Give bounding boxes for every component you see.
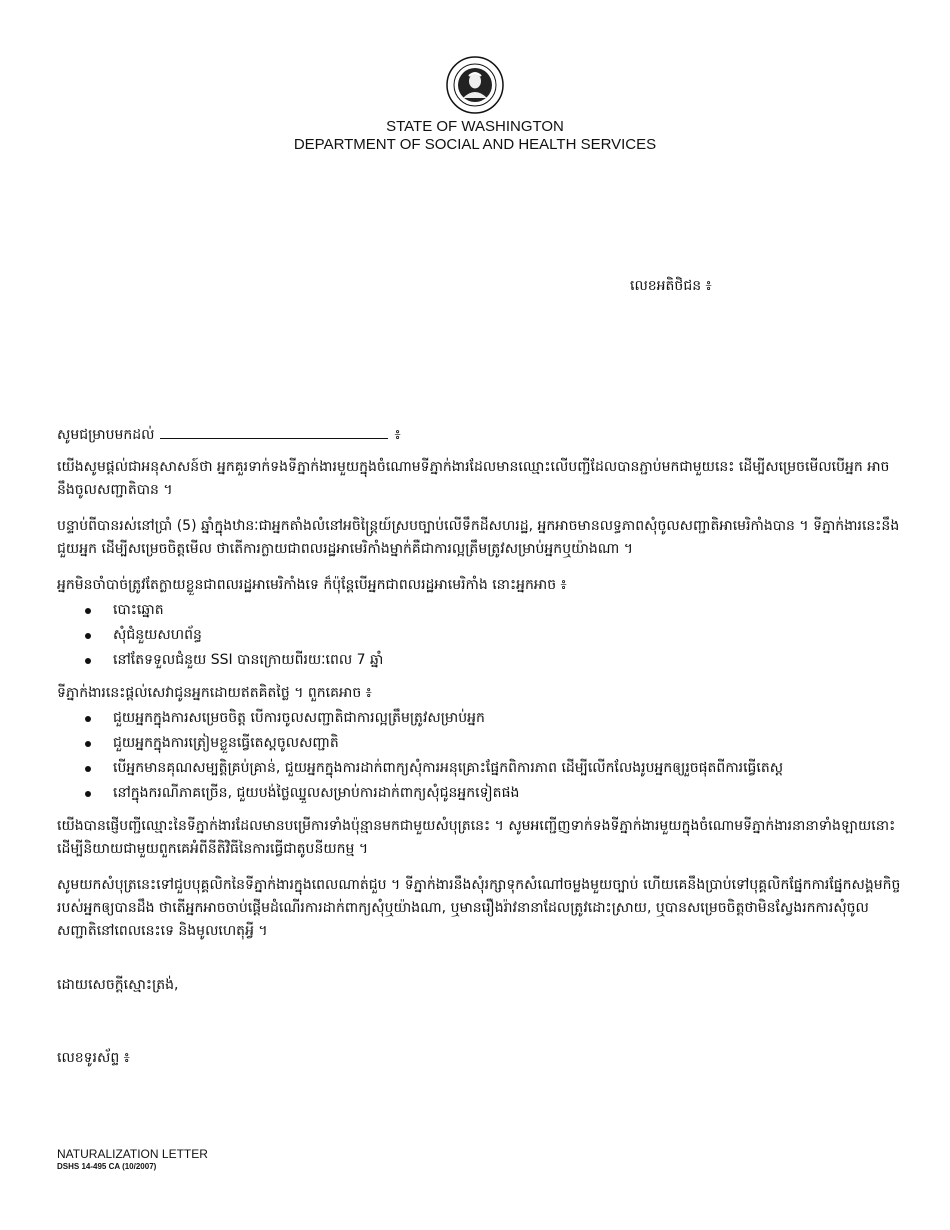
form-number: DSHS 14-495 CA (10/2007) (57, 1162, 157, 1171)
bullet-icon (85, 608, 91, 614)
client-id-label: លេខអតិថិជន ៖ (630, 278, 712, 294)
paragraph-agency-list: យើងបានផ្ញើបញ្ជីឈ្មោះនៃទីភ្នាក់ងារដែលមានបម្រើការទាំងប៉ុន្មានមកជាមួយសំបុត្រនេះ ។ សូមអញ្ជើញទាក់ទងទីភ្នាក់ងារមួយក្នុងចំណោមទីភ្នាក់ងារនានាទាំងឡាយនោះ ដើម្បីនិយាយជាមួយពួកគេអំពីនីតិវិធីនៃការធ្វើជាតូបនីយកម្ម ។ (57, 818, 896, 857)
list-item: នៅក្នុងករណីភាគច្រើន, ជួយបង់ថ្លៃឈ្នួលសម្រាប់ការដាក់ពាក្យសុំជូនអ្នកទៀតផង (57, 781, 902, 806)
bullet-icon (85, 766, 91, 772)
form-title: NATURALIZATION LETTER (57, 1147, 208, 1161)
bullet-icon (85, 791, 91, 797)
recipient-suffix: ៖ (394, 427, 401, 443)
agency-state: STATE OF WASHINGTON (386, 118, 564, 135)
bullet-icon (85, 658, 91, 664)
paragraph-services-intro: ទីភ្នាក់ងារនេះផ្តល់សេវាជូនអ្នកដោយឥតគិតថ្លៃ ។ ពួកគេអាច ៖ (57, 685, 372, 701)
paragraph-recommendation: យើងសូមផ្តល់ជាអនុសាសន៍ថា អ្នកគួរទាក់ទងទីភ្នាក់ងារមួយក្នុងចំណោមទីភ្នាក់ងារដែលមានឈ្មោះលើបញ្ជីដែលបានភ្ជាប់មកជាមួយនេះ ដើម្បីសម្រេចមើលបើអ្នក អាចនឹងចូលសញ្ជាតិបាន ។ (57, 459, 890, 498)
paragraph-benefits-intro: អ្នកមិនចាំបាច់ត្រូវតែក្លាយខ្លួនជាពលរដ្ឋអាមេរិកាំងទេ ក៏ប៉ុន្តែបើអ្នកជាពលរដ្ឋអាមេរិកាំង នោះអ្នកអាច ៖ (57, 577, 567, 593)
list-item: សុំជំនួយសហព័ន្ធ (57, 623, 902, 648)
list-item: បោះឆ្នោត (57, 598, 902, 623)
bullet-icon (85, 633, 91, 639)
list-item: បើអ្នកមានគុណសម្បត្តិគ្រប់គ្រាន់, ជួយអ្នកក្នុងការដាក់ពាក្យសុំការអនុគ្រោះផ្នែកពិការភាព ដើម្បីលើកលែងរូបអ្នកឲ្យរួចផុតពីការធ្វើតេស្ត (57, 756, 902, 781)
bullet-icon (85, 716, 91, 722)
closing-salutation: ដោយសេចក្តីស្មោះត្រង់, (57, 977, 179, 993)
list-item: នៅតែទទួលជំនួយ SSI បានក្រោយពីរយៈពេល 7 ឆ្នាំ (57, 648, 902, 673)
benefits-list (57, 598, 902, 673)
paragraph-instructions: សូមយកសំបុត្រនេះទៅជួបបុគ្គលិកនៃទីភ្នាក់ងារក្នុងពេលណាត់ជួប ។ ទីភ្នាក់ងារនឹងសុំរក្សាទុកសំណៅចម្លងមួយច្បាប់ ហើយគេនឹងប្រាប់ទៅបុគ្គលិកផ្នែកការផ្នែកសង្គមកិច្ចរបស់អ្នកឲ្យបានដឹង ថាតើអ្នកអាចចាប់ផ្តើមដំណើរការដាក់ពាក្យសុំឬយ៉ាងណា, ឬមានរឿងរ៉ាវនានាដែលត្រូវដោះស្រាយ, ឬបានសម្រេចចិត្តថាមិនស្វែងរកការសុំចូលសញ្ជាតិនៅពេលនេះទេ និងមូលហេតុអ្វី ។ (57, 877, 901, 939)
list-item: ជួយអ្នកក្នុងការត្រៀមខ្លួនធ្វើតេស្តចូលសញ្ជាតិ (57, 731, 902, 756)
recipient-blank[interactable] (160, 424, 388, 439)
list-item: ជួយអ្នកក្នុងការសម្រេចចិត្ត បើការចូលសញ្ជាតិជាការល្អត្រឹមត្រូវសម្រាប់អ្នក (57, 706, 902, 731)
state-seal-icon (446, 56, 504, 114)
services-list (57, 706, 902, 806)
paragraph-eligibility: បន្ទាប់ពីបានរស់នៅប្រាំ (5) ឆ្នាំក្នុងឋានៈជាអ្នកតាំងលំនៅអចិន្ត្រៃយ៍ស្របច្បាប់លើទឹកដីសហរដ្ឋ, អ្នកអាចមានលទ្ធភាពសុំចូលសញ្ជាតិអាមេរិកាំងបាន ។ ទីភ្នាក់ងារនេះនឹងជួយអ្នក ដើម្បីសម្រេចចិត្តមើល ថាតើការក្លាយជាពលរដ្ឋអាមេរិកាំងម្នាក់គឺជាការល្អត្រឹមត្រូវសម្រាប់អ្នកឬយ៉ាងណា ។ (57, 518, 900, 557)
recipient-label: សូមជម្រាបមកដល់ (57, 427, 155, 443)
phone-label: លេខទូរស័ព្ទ ៖ (57, 1050, 130, 1066)
recipient-line (57, 424, 401, 447)
bullet-icon (85, 741, 91, 747)
agency-department: DEPARTMENT OF SOCIAL AND HEALTH SERVICES (293, 136, 657, 153)
